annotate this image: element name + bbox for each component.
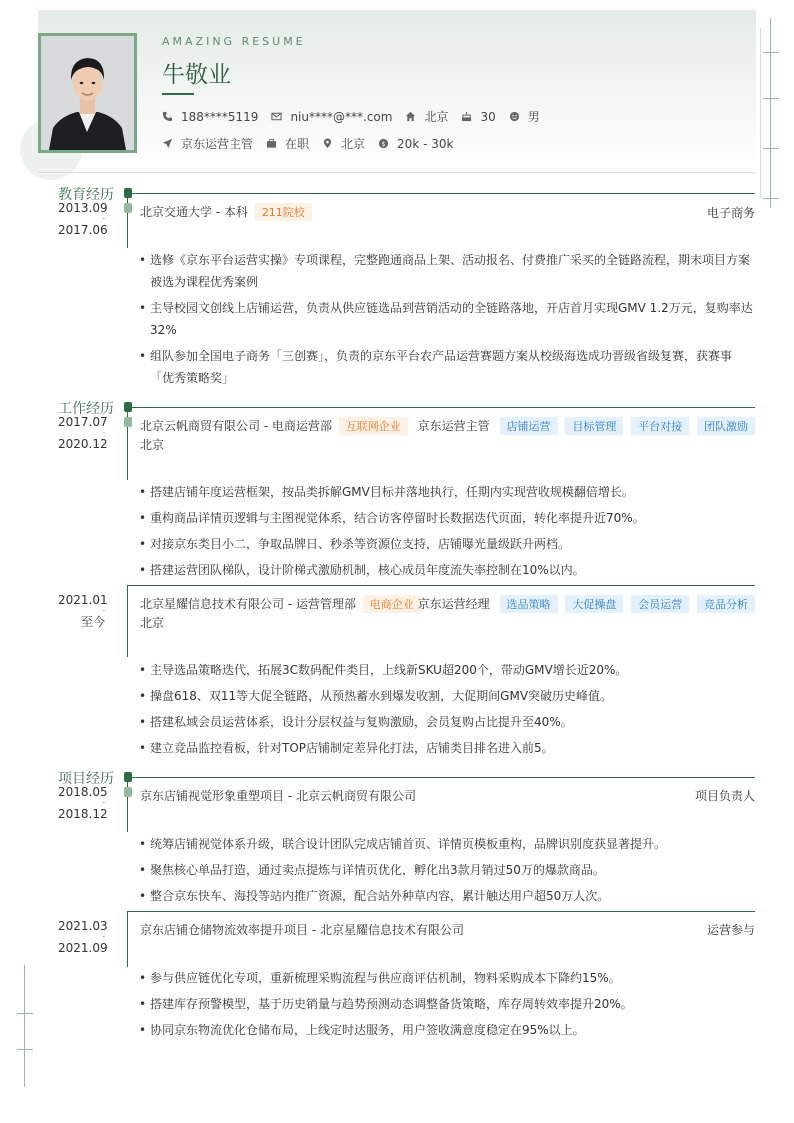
section-divider [131,193,755,194]
city-item [405,108,448,125]
list-item: • 重构商品详情页逻辑与主图视觉体系，结合访客停留时长数据迭代页面，转化率提升近70%。 [139,507,753,529]
phone-icon [162,111,173,122]
project-role-1: 项目负责人 [694,789,755,803]
svg-text:$: $ [381,139,386,148]
age-text: 30 [480,109,496,124]
skill-tag: 店铺运营 [500,417,558,435]
coin-icon [378,138,389,149]
list-item: • 搭建运营团队梯队，设计阶梯式激励机制，核心成员年度流失率控制在10%以内。 [139,559,753,581]
company-name: 北京星耀信息技术有限公司 - 运营管理部 [140,597,356,611]
skill-tag: 会员运营 [631,595,689,613]
home-icon [405,111,416,122]
timeline-node [124,203,132,213]
target-job-item [162,135,253,152]
list-item: • 主导校园文创线上店铺运营，负责从供应链选品到营销活动的全链路落地，开店首月实现GMV 1.2万元，复购率达32% [139,297,753,341]
location-text: 北京 [341,137,366,151]
school-name: 北京交通大学 - 本科 [140,205,248,219]
project-role-2: 运营参与 [706,923,755,937]
list-item: • 操盘618、双11等大促全链路，从预热蓄水到爆发收割，大促期间GMV突破历史峰值。 [139,685,753,707]
list-item: • 协同京东物流优化仓储布局，上线定时达服务，用户签收满意度稳定在95%以上。 [139,1019,753,1041]
header-divider [38,172,756,173]
project-name-1: 京东店铺视觉形象重塑项目 - 北京云帆商贸有限公司 [140,789,416,803]
send-icon [162,138,173,149]
school-tag: 211院校 [255,203,312,221]
company-tag: 电商企业 [363,595,421,613]
work-role-2 [418,595,755,613]
list-item: • 统筹店铺视觉体系升级，联合设计团队完成店铺首页、详情页模板重构，品牌识别度获显著提升。 [139,833,753,855]
work-location-2: 北京 [140,616,165,630]
project-bullets-1 [139,833,753,911]
list-item: • 建立竞品监控看板，针对TOP店铺制定差异化打法，店铺类目排名进入前5。 [139,737,753,759]
email-text: niu****@***.com [290,109,393,124]
skill-tag: 选品策略 [500,595,558,613]
email-item [271,110,392,124]
phone-text: 188****5119 [181,109,259,124]
role-title: 京东运营主管 [417,419,490,433]
project-date-2: 2021.03 - 2021.09 [58,919,108,955]
right-decoration [758,18,788,208]
education-date: 2013.09 - 2017.06 [58,201,108,237]
profile-photo [38,33,137,153]
section-divider [131,407,755,408]
contact-row [162,108,540,125]
skill-tag: 平台对接 [631,417,689,435]
list-item: • 搭建库存预警模型，基于历史销量与趋势预测动态调整备货策略，库存周转效率提升20%。 [139,993,753,1015]
education-school [140,203,312,221]
work-bullets-2 [139,659,753,763]
left-decoration [12,965,42,1090]
portrait-image [41,36,134,150]
location-pin-icon [322,138,333,149]
company-name: 北京云帆商贸有限公司 - 电商运营部 [140,419,332,433]
salary-item [378,137,453,151]
entry-divider [127,585,755,586]
gender-icon [509,111,520,122]
project-date-1: 2018.05 - 2018.12 [58,785,108,821]
list-item: • 整合京东快车、海投等站内推广资源，配合站外种草内容，累计触达用户超50万人次。 [139,885,753,907]
list-item: • 参与供应链优化专项，重新梳理采购流程与供应商评估机制，物料采购成本下降约15%。 [139,967,753,989]
skill-tag: 竞品分析 [697,595,755,613]
list-item: • 对接京东类目小二，争取品牌日、秒杀等资源位支持，店铺曝光量级跃升两档。 [139,533,753,555]
timeline-bar [127,585,128,657]
status-item [266,135,309,152]
target-job-text: 京东运营主管 [181,137,254,151]
status-text: 在职 [285,137,310,151]
work-date-2: 2021.01 - 至今 [58,593,108,629]
entry-divider [127,911,755,912]
timeline-bar [127,911,128,967]
list-item: • 组队参加全国电子商务「三创赛」，负责的京东平台农产品运营赛题方案从校级海选成功晋级省级复赛，获赛事「优秀策略奖」 [139,345,753,389]
list-item: • 选修《京东平台运营实操》专项课程，完整跑通商品上架、活动报名、付费推广采买的全链路流程，期末项目方案被选为课程优秀案例 [139,249,753,293]
salary-text: 20k - 30k [397,136,454,151]
project-name-2: 京东店铺仓储物流效率提升项目 - 北京星耀信息技术有限公司 [140,923,464,937]
skill-tag: 目标管理 [565,417,623,435]
gender-text: 男 [527,110,540,124]
work-section-title: 工作经历 [58,401,114,417]
list-item: • 主导选品策略迭代，拓展3C数码配件类目，上线新SKU超200个，带动GMV增长近20%。 [139,659,753,681]
brand-label: AMAZING RESUME [162,35,306,48]
list-item: • 搭建私域会员运营体系，设计分层权益与复购激励，会员复购占比提升至40%。 [139,711,753,733]
name-underline [162,93,194,95]
phone-item [162,110,258,124]
work-company-2 [140,595,421,613]
list-item: • 聚焦核心单品打造，通过卖点提炼与详情页优化，孵化出3款月销过50万的爆款商品。 [139,859,753,881]
age-item [461,110,495,124]
work-date-1: 2017.07 - 2020.12 [58,415,108,451]
project-bullets-2 [139,967,753,1045]
mail-icon [271,111,282,122]
gender-item [509,108,540,125]
cake-icon [461,111,472,122]
section-divider [131,777,755,778]
city-text: 北京 [424,110,449,124]
work-location-1: 北京 [140,438,165,452]
education-bullets [139,249,753,393]
job-intent-row [162,135,453,152]
education-section-title: 教育经历 [58,187,114,203]
timeline-node [124,787,132,797]
skill-tag: 团队激励 [697,417,755,435]
skill-tag: 大促操盘 [565,595,623,613]
role-title: 京东运营经理 [417,597,490,611]
work-role-1 [418,417,755,435]
candidate-name: 牛敬业 [162,62,231,88]
list-item: • 搭建店铺年度运营框架，按品类拆解GMV目标并落地执行，任期内实现营收规模翻倍增长。 [139,481,753,503]
company-tag: 互联网企业 [339,417,408,435]
timeline-node [124,417,132,427]
location-item [322,135,365,152]
education-major: 电子商务 [706,206,755,220]
work-company-1 [140,417,408,435]
projects-section-title: 项目经历 [58,771,114,787]
briefcase-icon [266,138,277,149]
work-bullets-1 [139,481,753,585]
